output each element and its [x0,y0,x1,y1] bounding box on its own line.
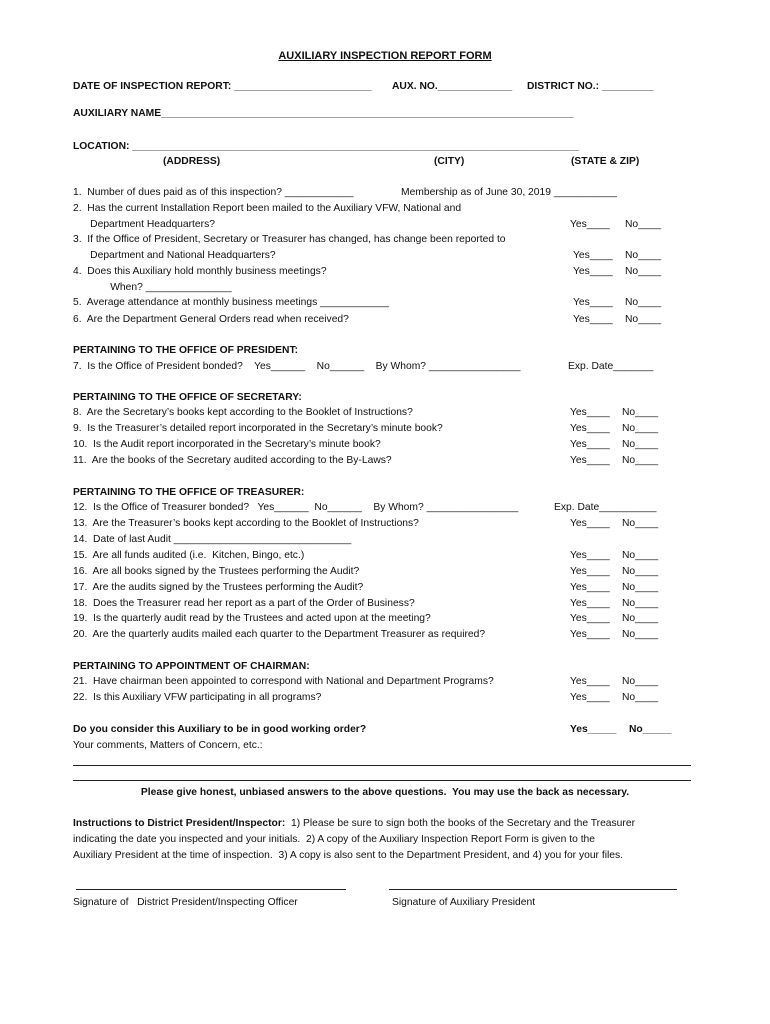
instructions-line-3: Auxiliary President at the time of inspection. 3) A copy is also sent to the Department President, and 4) you for your files. [73,850,624,861]
no-field[interactable]: No____ [625,314,662,325]
question-20: 20. Are the quarterly audits mailed each quarter to the Department Treasurer as required? [73,629,486,640]
yes-field[interactable]: Yes____ [570,439,610,450]
yes-field[interactable]: Yes____ [570,598,610,609]
state-zip-label: (STATE & ZIP) [571,156,640,167]
auxiliary-president-signature-label: Signature of Auxiliary President [392,897,536,908]
yes-field[interactable]: Yes____ [570,692,610,703]
comments-label: Your comments, Matters of Concern, etc.: [73,740,263,751]
no-field[interactable]: No____ [622,407,659,418]
no-field[interactable]: No____ [622,439,659,450]
question-13: 13. Are the Treasurer’s books kept according to the Booklet of Instructions? [73,518,419,529]
no-field[interactable]: No____ [622,423,659,434]
question-16: 16. Are all books signed by the Trustees performing the Audit? [73,566,360,577]
treasurer-section-heading: PERTAINING TO THE OFFICE OF TREASURER: [73,487,305,498]
location-field[interactable]: LOCATION: ______________________________________________________________________________ [73,141,579,152]
auxiliary-name-field[interactable]: AUXILIARY NAME________________________________________________________________________ [73,108,574,119]
auxiliary-president-signature-line[interactable] [389,889,677,890]
instructions-line-1 [73,817,635,830]
no-field[interactable]: No____ [625,266,662,277]
yes-field[interactable]: Yes____ [573,250,613,261]
question-3: 3. If the Office of President, Secretary or Treasurer has changed, has change been reported to [73,234,506,245]
comments-line-2[interactable] [73,780,691,781]
question-4: 4. Does this Auxiliary hold monthly business meetings? [73,266,327,277]
exp-date-field[interactable]: Exp. Date__________ [554,502,657,513]
question-12[interactable]: 12. Is the Office of Treasurer bonded? Yes______ No______ By Whom? ________________ [73,502,519,513]
address-label: (ADDRESS) [163,156,221,167]
yes-field[interactable]: Yes____ [570,455,610,466]
yes-field[interactable]: Yes____ [570,582,610,593]
no-field[interactable]: No____ [622,550,659,561]
question-1: 1. Number of dues paid as of this inspection? ____________ [73,187,354,198]
question-6: 6. Are the Department General Orders read when received? [73,314,349,325]
honest-answers-note: Please give honest, unbiased answers to the above questions. You may use the back as necessary. [140,787,630,798]
inspection-date-field[interactable]: DATE OF INSPECTION REPORT: ________________________ [73,81,372,92]
meeting-when-field[interactable]: When? _______________ [73,282,232,293]
yes-field[interactable]: Yes____ [573,314,613,325]
comments-line-1[interactable] [73,765,691,766]
form-title: AUXILIARY INSPECTION REPORT FORM [278,50,492,62]
yes-field[interactable]: Yes____ [570,550,610,561]
question-17: 17. Are the audits signed by the Trustees performing the Audit? [73,582,364,593]
no-field[interactable]: No____ [622,629,659,640]
question-2-cont: Department Headquarters? [73,219,215,230]
district-president-signature-line[interactable] [76,889,346,890]
working-order-yes-field[interactable]: Yes_____ [570,724,617,735]
question-22: 22. Is this Auxiliary VFW participating in all programs? [73,692,322,703]
no-field[interactable]: No____ [625,219,662,230]
yes-field[interactable]: Yes____ [570,518,610,529]
instructions-text-1: 1) Please be sure to sign both the books of the Secretary and the Treasurer [285,818,635,829]
yes-field[interactable]: Yes____ [570,566,610,577]
membership-field[interactable]: Membership as of June 30, 2019 ___________ [401,187,617,198]
instructions-line-2: indicating the date you inspected and your initials. 2) A copy of the Auxiliary Inspection Report Form is given to the [73,834,596,845]
question-7[interactable]: 7. Is the Office of President bonded? Yes______ No______ By Whom? ________________ [73,361,521,372]
city-label: (CITY) [434,156,465,167]
no-field[interactable]: No____ [622,518,659,529]
yes-field[interactable]: Yes____ [570,407,610,418]
exp-date-field[interactable]: Exp. Date_______ [568,361,654,372]
no-field[interactable]: No____ [622,676,659,687]
question-15: 15. Are all funds audited (i.e. Kitchen, Bingo, etc.) [73,550,305,561]
yes-field[interactable]: Yes____ [573,266,613,277]
yes-field[interactable]: Yes____ [570,629,610,640]
no-field[interactable]: No____ [622,598,659,609]
no-field[interactable]: No____ [622,613,659,624]
working-order-question: Do you consider this Auxiliary to be in good working order? [73,724,367,735]
chairman-section-heading: PERTAINING TO APPOINTMENT OF CHAIRMAN: [73,661,310,672]
no-field[interactable]: No____ [622,455,659,466]
question-10: 10. Is the Audit report incorporated in the Secretary’s minute book? [73,439,381,450]
aux-no-field[interactable]: AUX. NO._____________ [392,81,513,92]
district-president-signature-label: Signature of District President/Inspecting Officer [73,897,298,908]
question-3-cont: Department and National Headquarters? [73,250,276,261]
question-21: 21. Have chairman been appointed to correspond with National and Department Programs? [73,676,494,687]
no-field[interactable]: No____ [625,297,662,308]
question-8: 8. Are the Secretary’s books kept according to the Booklet of Instructions? [73,407,413,418]
question-18: 18. Does the Treasurer read her report as a part of the Order of Business? [73,598,415,609]
secretary-section-heading: PERTAINING TO THE OFFICE OF SECRETARY: [73,392,302,403]
question-14[interactable]: 14. Date of last Audit _______________________________ [73,534,352,545]
district-no-field[interactable]: DISTRICT NO.: _________ [527,81,654,92]
no-field[interactable]: No____ [625,250,662,261]
yes-field[interactable]: Yes____ [570,219,610,230]
yes-field[interactable]: Yes____ [570,676,610,687]
no-field[interactable]: No____ [622,582,659,593]
yes-field[interactable]: Yes____ [570,613,610,624]
working-order-no-field[interactable]: No_____ [629,724,672,735]
yes-field[interactable]: Yes____ [570,423,610,434]
yes-field[interactable]: Yes____ [573,297,613,308]
question-19: 19. Is the quarterly audit read by the Trustees and acted upon at the meeting? [73,613,431,624]
no-field[interactable]: No____ [622,566,659,577]
question-9: 9. Is the Treasurer’s detailed report incorporated in the Secretary’s minute book? [73,423,443,434]
question-11: 11. Are the books of the Secretary audited according to the By-Laws? [73,455,392,466]
no-field[interactable]: No____ [622,692,659,703]
question-5: 5. Average attendance at monthly business meetings ____________ [73,297,389,308]
president-section-heading: PERTAINING TO THE OFFICE OF PRESIDENT: [73,345,299,356]
instructions-label: Instructions to District President/Inspector: [73,818,286,829]
question-2: 2. Has the current Installation Report been mailed to the Auxiliary VFW, National and [73,203,462,214]
